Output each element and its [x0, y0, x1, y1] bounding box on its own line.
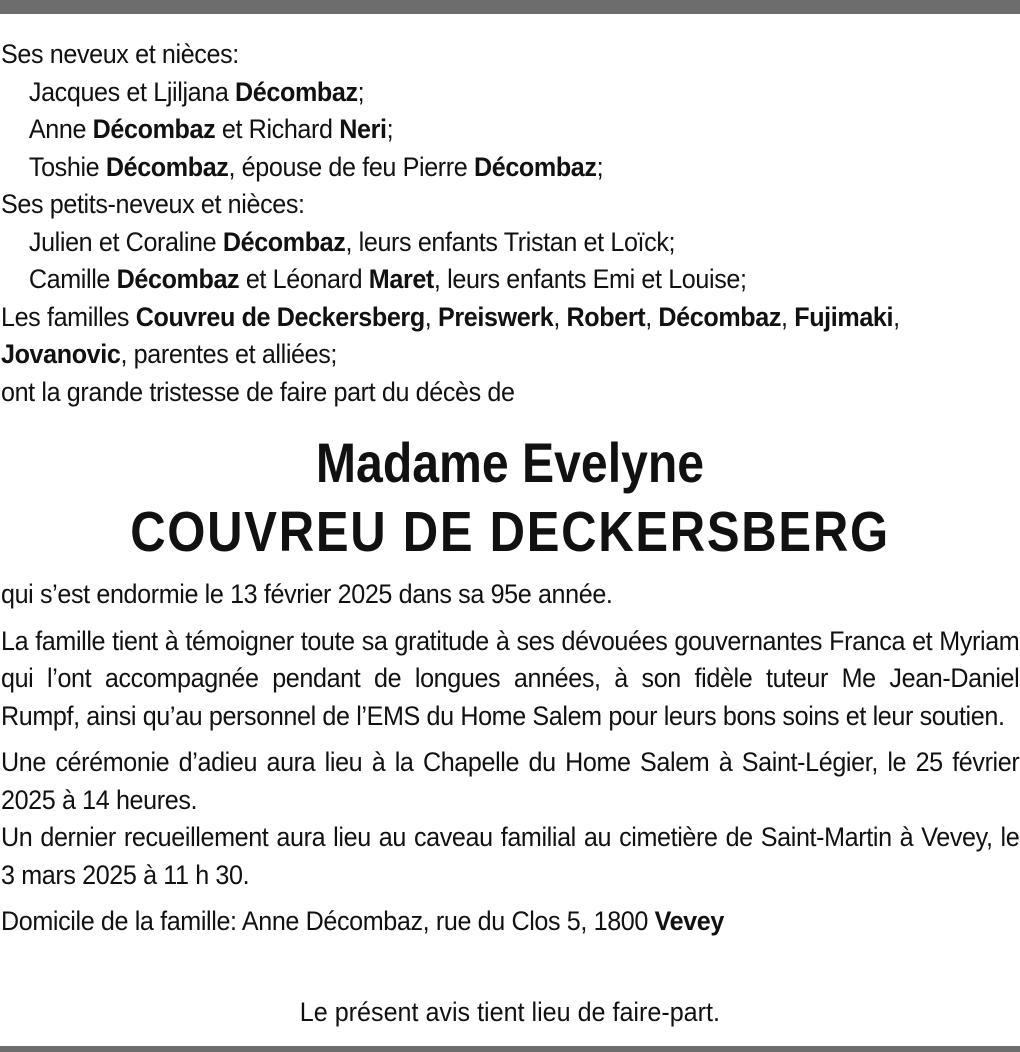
deceased-surname: COUVREU DE DECKERSBERG — [130, 500, 890, 564]
surname: Maret — [368, 264, 434, 294]
text-run: , leurs enfants Emi et Louise; — [433, 264, 747, 294]
text-run: et Richard — [215, 114, 340, 144]
top-rule — [0, 0, 1020, 14]
domicile-text — [1, 903, 1019, 941]
surname: Couvreu de Deckersberg — [135, 301, 425, 332]
notice-body — [1, 576, 1019, 941]
bottom-rule — [0, 1046, 1020, 1052]
text-run: , épouse de feu Pierre — [228, 151, 474, 182]
grand-nephew-line — [1, 224, 1019, 262]
surname: Décombaz — [473, 151, 597, 182]
text-run: , parentes et alliées; — [120, 339, 338, 369]
text-run: , leurs enfants Tristan et Loïck; — [345, 226, 676, 257]
text-run: ; — [357, 76, 365, 107]
surname: Jovanovic — [1, 339, 121, 369]
city: Vevey — [654, 906, 724, 936]
text-run: ; — [596, 151, 604, 182]
family-list — [1, 36, 1019, 411]
text-run: , — [645, 301, 659, 332]
families-line-cont — [1, 336, 1019, 374]
surname: Robert — [566, 301, 646, 332]
text-run: , — [781, 301, 795, 332]
nephew-line — [1, 111, 1019, 149]
nephew-line — [1, 74, 1019, 112]
grand-nephew-line — [1, 261, 1019, 299]
notice-text: Le présent avis tient lieu de faire-part. — [299, 997, 721, 1027]
surname: Fujimaki — [794, 301, 894, 332]
surname: Décombaz — [658, 301, 782, 332]
surname: Décombaz — [92, 114, 216, 144]
nephew-line — [1, 149, 1019, 187]
text-run: Domicile de la famille: Anne Décombaz, rue du Clos 5, 1800 — [1, 906, 655, 936]
text-run: Jacques et Ljiljana — [28, 76, 236, 107]
text-run: Camille — [28, 264, 117, 294]
deceased-name — [0, 430, 1020, 568]
passing-text: qui s’est endormie le 13 février 2025 dans sa 95e année. — [1, 579, 613, 609]
nephews-heading: Ses neveux et nièces: — [1, 39, 239, 69]
deceased-first-name: Madame Evelyne — [315, 431, 705, 494]
announcement-line: ont la grande tristesse de faire part du décès de — [1, 376, 515, 407]
text-run: , — [424, 301, 438, 332]
surname: Preiswerk — [437, 301, 554, 332]
surname: Décombaz — [235, 76, 358, 107]
text-run: , — [893, 301, 900, 332]
text-run: ; — [386, 114, 394, 144]
faire-part-note — [0, 994, 1020, 1031]
text-run: , — [553, 301, 567, 332]
ceremony-text: Une cérémonie d’adieu aura lieu à la Chapelle du Home Salem à Saint-Légier, le 25 février 2025 à 14 heures. — [1, 747, 1020, 815]
text-run: Julien et Coraline — [28, 226, 223, 257]
surname: Décombaz — [105, 151, 229, 182]
text-run: Anne — [28, 114, 93, 144]
text-run: Toshie — [28, 151, 106, 182]
surname: Décombaz — [222, 226, 346, 257]
burial-text: Un dernier recueillement aura lieu au caveau familial au cimetière de Saint-Martin à Vevey, le 3 mars 2025 à 11 h 30. — [1, 822, 1020, 890]
surname: Neri — [339, 114, 387, 144]
families-line — [1, 299, 1019, 337]
grand-nephews-heading: Ses petits-neveux et nièces: — [1, 189, 305, 219]
thanks-text: La famille tient à témoigner toute sa gratitude à ses dévouées gouvernantes Franca et Myriam qui l’ont accompagnée pendant de longues années, à son fidèle tuteur Me Jean-Daniel Rumpf, ainsi qu’au personnel de l’EMS du Home Salem pour leurs bons soins et leur soutien. — [1, 625, 1020, 731]
surname: Décombaz — [116, 264, 240, 294]
text-run: Les familles — [1, 301, 136, 332]
text-run: et Léonard — [239, 264, 369, 294]
